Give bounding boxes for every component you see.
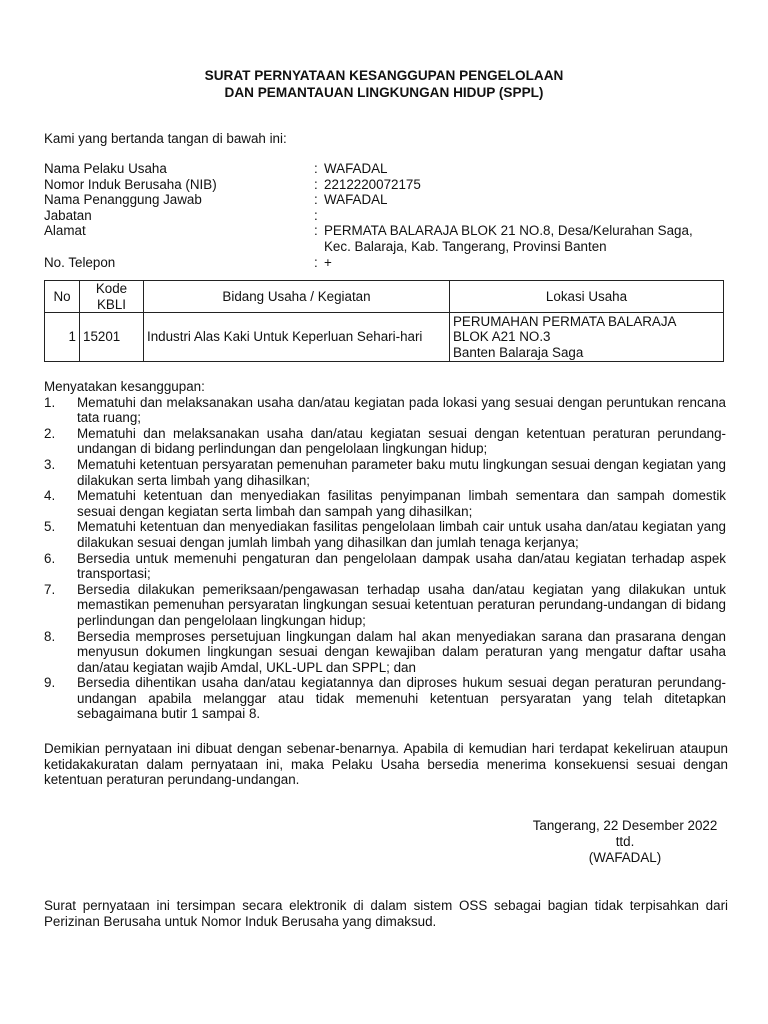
item-number: 2. — [44, 425, 56, 441]
item-text: Mematuhi dan melaksanakan usaha dan/atau kegiatan sesuai dengan ketentuan peraturan perundang-undangan di bidang perlindungan dan pengelolaan lingkungan hidup; — [77, 425, 726, 457]
closing-paragraph: Demikian pernyataan ini dibuat dengan sebenar-benarnya. Apabila di kemudian hari terdapat kekeliruan ataupun ketidakakuratan dalam pernyataan ini, maka Pelaku Usaha bersedia menerima konsekuensi sesuai dengan ketentuan peraturan perundang-undangan. — [44, 741, 728, 788]
header-kode-kbli — [80, 281, 144, 313]
table-row — [45, 313, 724, 362]
item-number: 6. — [44, 550, 56, 566]
business-table — [44, 280, 724, 362]
field-value: + — [324, 254, 332, 270]
field-label: Nama Pelaku Usaha — [44, 161, 167, 176]
item-number: 8. — [44, 628, 56, 644]
field-value — [322, 208, 734, 224]
place-date: Tangerang, 22 Desember 2022 — [532, 818, 718, 833]
cell-kode-kbli: 15201 — [80, 313, 144, 362]
field-label: Jabatan — [44, 207, 92, 223]
item-text: Bersedia dihentikan usaha dan/atau kegiatannya dan diproses hukum sesuai degan peraturan perundang-undangan apabila melanggar atau tidak memenuhi ketentuan persyaratan yang telah ditetapkan sebagaimana butir 1 sampai 8. — [77, 675, 726, 722]
header-no: No — [45, 281, 80, 313]
item-text: Bersedia memproses persetujuan lingkungan dalam hal akan menyediakan sarana dan prasarana dengan menyusun dokumen lingkungan sesuai dengan kewajiban dalam peraturan yang mengatur daftar usaha dan/atau kegiatan wajib Amdal, UKL-UPL dan SPPL; dan — [77, 628, 726, 675]
field-row-alamat — [44, 223, 734, 254]
item-text: Mematuhi ketentuan persyaratan pemenuhan parameter baku mutu lingkungan sesuai dengan kegiatan yang dilakukan serta limbah yang dihasilkan; — [77, 456, 726, 488]
item-number: 7. — [44, 581, 56, 597]
field-label: Alamat — [44, 223, 86, 239]
footer-note: Surat pernyataan ini tersimpan secara elektronik di dalam sistem OSS sebagai bagian tidak terpisahkan dari Perizinan Berusaha untuk Nomor Induk Berusaha yang dimaksud. — [44, 898, 728, 929]
cell-no: 1 — [45, 313, 80, 362]
item-text: Bersedia dilakukan pemeriksaan/pengawasan terhadap usaha dan/atau kegiatan yang dilakukan untuk memastikan pemenuhan persyaratan lingkungan sesuai ketentuan peraturan perundang-undangan di bidang perlindungan dan pengelolaan lingkungan hidup; — [77, 581, 726, 628]
field-colon: : — [314, 254, 318, 270]
document-title — [0, 67, 768, 101]
item-number: 4. — [44, 488, 56, 504]
list-item — [44, 519, 726, 550]
identity-fields — [44, 161, 734, 270]
item-number: 9. — [44, 675, 56, 691]
field-row-nib — [44, 177, 734, 193]
header-bidang-usaha: Bidang Usaha / Kegiatan — [144, 281, 450, 313]
item-text: Mematuhi ketentuan dan menyediakan fasilitas pengelolaan limbah cair untuk usaha dan/atau kegiatan yang dilakukan sesuai dengan jumlah limbah yang dihasilkan dan jumlah tenaga kerjanya; — [77, 519, 726, 550]
list-item — [44, 488, 726, 519]
title-line-2: DAN PEMANTAUAN LINGKUNGAN HIDUP (SPPL) — [224, 85, 544, 100]
field-value: 2212220072175 — [324, 176, 421, 192]
cell-lokasi-usaha — [450, 313, 724, 362]
item-number: 1. — [44, 394, 56, 410]
statements-intro: Menyatakan kesanggupan: — [44, 379, 205, 394]
field-value: WAFADAL — [324, 161, 388, 176]
signature-block — [500, 818, 750, 866]
item-number: 5. — [44, 519, 56, 535]
list-item — [44, 582, 726, 629]
table-header-row — [45, 281, 724, 313]
lokasi-line-3: Banten Balaraja Saga — [453, 344, 584, 360]
field-row-jabatan — [44, 208, 734, 224]
header-lokasi-usaha: Lokasi Usaha — [450, 281, 724, 313]
intro-text: Kami yang bertanda tangan di bawah ini: — [44, 131, 287, 146]
item-text: Mematuhi ketentuan dan menyediakan fasilitas penyimpanan limbah sementara dan sampah domestik sesuai dengan kegiatan serta limbah dan sampah yang dihasilkan; — [77, 488, 726, 519]
signatory-name: (WAFADAL) — [588, 850, 662, 865]
lokasi-line-1: PERUMAHAN PERMATA BALARAJA — [453, 313, 677, 329]
field-value — [322, 223, 734, 254]
field-colon: : — [314, 176, 318, 192]
item-number: 3. — [44, 456, 56, 472]
field-row-nama-pelaku — [44, 161, 734, 177]
address-line-1: PERMATA BALARAJA BLOK 21 NO.8, Desa/Kelurahan Saga, — [324, 223, 693, 239]
cell-bidang-usaha: Industri Alas Kaki Untuk Keperluan Sehari-hari — [144, 313, 450, 362]
title-line-1: SURAT PERNYATAAN KESANGGUPAN PENGELOLAAN — [204, 68, 564, 83]
field-label: Nomor Induk Berusaha (NIB) — [44, 176, 217, 192]
list-item — [44, 551, 726, 582]
list-item — [44, 675, 726, 722]
field-label: Nama Penanggung Jawab — [44, 192, 202, 208]
field-row-telepon — [44, 255, 734, 271]
statements-list — [44, 395, 726, 722]
statements-section — [44, 379, 726, 722]
field-colon: : — [314, 192, 318, 208]
list-item — [44, 395, 726, 426]
list-item — [44, 426, 726, 457]
header-kode-line-2: KBLI — [96, 296, 127, 312]
field-row-penanggung-jawab — [44, 192, 734, 208]
field-colon: : — [314, 223, 318, 239]
field-colon: : — [314, 161, 318, 176]
list-item — [44, 457, 726, 488]
header-kode-line-1: Kode — [95, 281, 128, 296]
item-text: Mematuhi dan melaksanakan usaha dan/atau kegiatan pada lokasi yang sesuai dengan peruntukan rencana tata ruang; — [77, 394, 726, 426]
list-item — [44, 629, 726, 676]
item-text: Bersedia untuk memenuhi pengaturan dan pengelolaan dampak usaha dan/atau kegiatan terhadap aspek transportasi; — [77, 550, 726, 582]
field-value: WAFADAL — [324, 192, 388, 208]
signature-ttd: ttd. — [615, 834, 635, 849]
address-line-2: Kec. Balaraja, Kab. Tangerang, Provinsi Banten — [324, 238, 607, 254]
field-label: No. Telepon — [44, 254, 116, 270]
field-colon: : — [314, 207, 318, 223]
lokasi-line-2: BLOK A21 NO.3 — [453, 329, 551, 345]
